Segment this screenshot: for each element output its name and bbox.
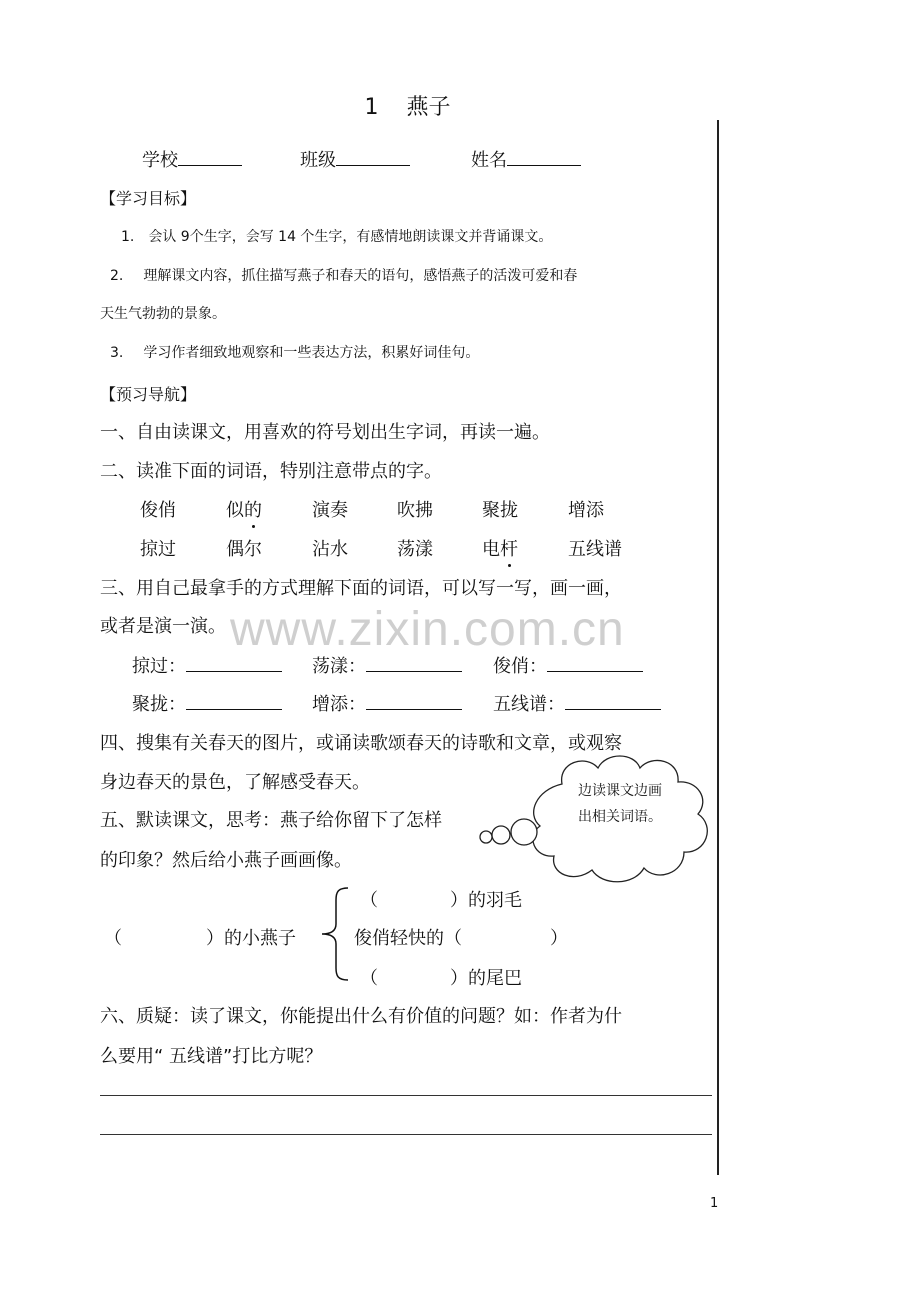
- lesson-number: 1: [364, 95, 379, 120]
- question-4-cont: 身边春天的景色，了解感受春天。: [100, 772, 370, 793]
- word-row-1-2: 似的: [226, 496, 262, 522]
- cloud-note: 边读课文边画出相关词语。: [578, 783, 662, 825]
- question-6: 六、质疑：读了课文，你能提出什么有价值的问题？如：作者为什: [100, 1006, 622, 1027]
- goals-header: 【学习目标】: [100, 189, 197, 208]
- word-row-2-5: 电杆: [482, 535, 518, 561]
- word-row-1-5: 聚拢: [482, 500, 518, 521]
- word-row-1-4: 吹拂: [397, 500, 433, 521]
- fill-dangyang[interactable]: 荡漾：: [312, 652, 462, 678]
- word-row-2-6: 五线谱: [568, 539, 622, 560]
- goal-item-2: 2. 理解课文内容，抓住描写燕子和春天的语句，感悟燕子的活泼可爱和春: [110, 268, 578, 284]
- answer-blank[interactable]: [547, 655, 643, 672]
- class-blank[interactable]: [336, 149, 410, 166]
- class-field[interactable]: [300, 146, 410, 172]
- word-row-2-2: 偶尔: [226, 539, 262, 560]
- question-1: 一、自由读课文，用喜欢的符号划出生字词，再读一遍。: [100, 422, 550, 443]
- goal-item-1: 1. 会认 9个生字，会写 14 个生字，有感情地朗读课文并背诵课文。: [121, 229, 553, 245]
- question-5: 五、默读课文，思考：燕子给你留下了怎样: [100, 810, 442, 831]
- goal-item-2-cont: 天生气勃勃的景象。: [100, 306, 226, 322]
- school-field[interactable]: [142, 146, 242, 172]
- dotted-char: 的: [244, 496, 262, 522]
- answer-blank[interactable]: [565, 693, 661, 710]
- question-5-cont: 的印象？然后给小燕子画画像。: [100, 850, 352, 871]
- brace-icon: [318, 884, 352, 984]
- dotted-char: 杆: [500, 535, 518, 561]
- goal-item-3: 3. 学习作者细致地观察和一些表达方法，积累好词佳句。: [110, 345, 480, 361]
- word-row-1-6: 增添: [568, 500, 604, 521]
- page-number: 1: [710, 1196, 719, 1211]
- answer-line-2[interactable]: [100, 1134, 712, 1135]
- agile-line[interactable]: 俊俏轻快的（ ）: [354, 928, 568, 949]
- question-4: 四、搜集有关春天的图片，或诵读歌颂春天的诗歌和文章，或观察: [100, 733, 622, 754]
- guide-header: 【预习导航】: [100, 385, 197, 404]
- word-row-1-1: 俊俏: [140, 500, 176, 521]
- swallow-line[interactable]: （ ）的小燕子: [104, 928, 296, 949]
- fill-zengtian[interactable]: 增添：: [312, 690, 462, 716]
- question-2: 二、读准下面的词语，特别注意带点的字。: [100, 461, 442, 482]
- class-label: 班级: [300, 150, 336, 171]
- name-field[interactable]: [471, 146, 581, 172]
- tail-line[interactable]: （ ）的尾巴: [360, 968, 522, 989]
- question-3-cont: 或者是演一演。: [100, 616, 226, 637]
- word-row-1-3: 演奏: [312, 500, 348, 521]
- fill-junqiao[interactable]: 俊俏：: [493, 652, 643, 678]
- answer-blank[interactable]: [186, 655, 282, 672]
- name-label: 姓名: [471, 150, 507, 171]
- page-title: [0, 90, 815, 121]
- watermark: www.zixin.com.cn: [230, 603, 625, 656]
- answer-blank[interactable]: [366, 655, 462, 672]
- word-row-2-3: 沾水: [312, 539, 348, 560]
- right-margin-line: [717, 120, 719, 1175]
- name-blank[interactable]: [507, 149, 581, 166]
- answer-line-1[interactable]: [100, 1095, 712, 1096]
- feather-line[interactable]: （ ）的羽毛: [360, 890, 522, 911]
- fill-julong[interactable]: 聚拢：: [132, 690, 282, 716]
- answer-blank[interactable]: [186, 693, 282, 710]
- word-row-2-1: 掠过: [140, 539, 176, 560]
- word-row-2-4: 荡漾: [397, 539, 433, 560]
- fill-wuxianpu[interactable]: 五线谱：: [493, 690, 661, 716]
- fill-lueguo[interactable]: 掠过：: [132, 652, 282, 678]
- question-3: 三、用自己最拿手的方式理解下面的词语，可以写一写，画一画，: [100, 578, 622, 599]
- school-label: 学校: [142, 150, 178, 171]
- answer-blank[interactable]: [366, 693, 462, 710]
- question-6-cont: 么要用“ 五线谱”打比方呢？: [100, 1046, 323, 1067]
- school-blank[interactable]: [178, 149, 242, 166]
- lesson-title: 燕子: [406, 95, 451, 120]
